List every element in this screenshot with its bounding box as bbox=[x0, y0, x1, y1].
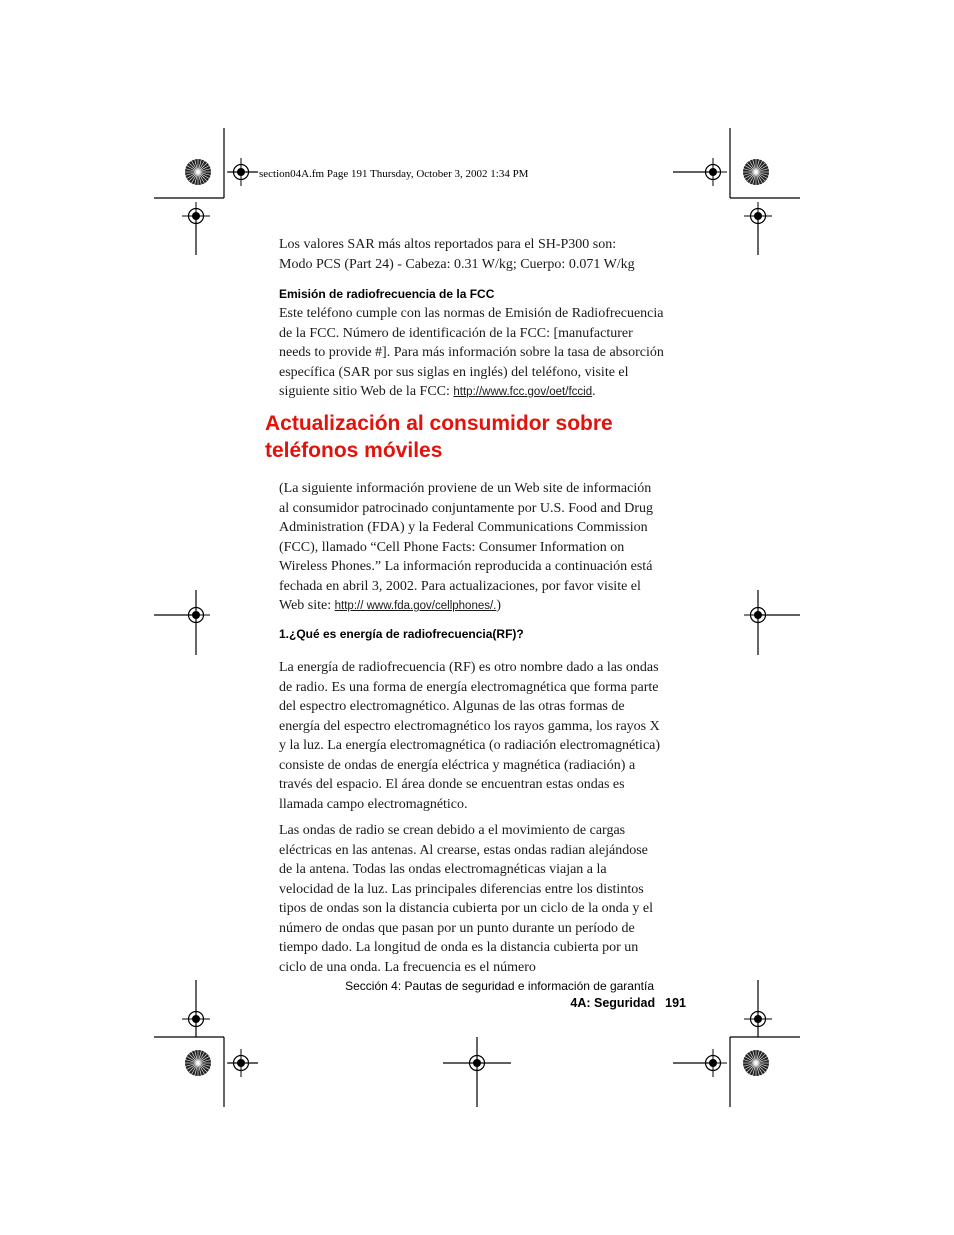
fcc-link[interactable]: http://www.fcc.gov/oet/fccid bbox=[453, 386, 593, 398]
file-slug: section04A.fm Page 191 Thursday, October 3, 2002 1:34 PM bbox=[259, 168, 529, 180]
sar-block bbox=[279, 235, 664, 274]
footer-section-line bbox=[520, 996, 686, 1010]
question-1-paragraph-2: Las ondas de radio se crean debido a el movimiento de cargas eléctricas en las antenas. Al crearse, estas ondas radian alejándose de la antena. Todas las ondas electromagnéticas viajan a la velocidad de la luz. Las principales diferencias entre los distintos tipos de ondas son la distancia cubierta por un ciclo de la onda y el número de ondas que pasan por un punto durante un período de tiempo dado. La longitud de onda es la distancia cubierta por un ciclo de una onda. La frecuencia es el número bbox=[279, 823, 654, 975]
fcc-block bbox=[279, 287, 664, 403]
fcc-after-link: . bbox=[592, 384, 596, 399]
intro-after-link: ) bbox=[496, 598, 502, 613]
intro-block bbox=[279, 479, 664, 617]
fcc-heading: Emisión de radiofrecuencia de la FCC bbox=[279, 287, 495, 301]
intro-text: (La siguiente información proviene de un Web site de información al consumidor patrocinado conjuntamente por U.S. Food and Drug Administration (FDA) y la Federal Communications Commission (FCC), llamado “Cell Phone Facts: Consumer Information on Wireless Phones.” La información reproducida a continuación está fechada en abril 3, 2002. Para actualizaciones, por favor visite el Web site: bbox=[279, 481, 654, 613]
intro-paragraph bbox=[279, 479, 664, 617]
fcc-text: Este teléfono cumple con las normas de Emisión de Radiofrecuencia de la FCC. Número de identificación de la FCC: [manufacturer needs to provide #]. Para más información sobre la tasa de absorción específica (SAR por sus siglas en inglés) del teléfono, visite el siguiente sitio Web de la FCC: bbox=[279, 306, 664, 399]
section-title bbox=[265, 410, 685, 464]
question-1-paragraph-1: La energía de radiofrecuencia (RF) es otro nombre dado a las ondas de radio. Es una forma de energía electromagnética que forma parte del espectro electromagnético. Algunas de las otras formas de energía del espectro electromagnético los rayos gamma, los rayos X y la luz. La energía electromagnética (o radiación electromagnética) consiste de ondas de energía eléctrica y magnética (radiación) a través del espacio. El área donde se encuentran estas ondas es llamada campo electromagnético. bbox=[279, 660, 661, 812]
page-number: 191 bbox=[665, 996, 686, 1010]
section-title-line-1: Actualización al consumidor sobre bbox=[265, 412, 613, 435]
footer-section: 4A: Seguridad bbox=[570, 996, 656, 1010]
fda-link[interactable]: http:// www.fda.gov/cellphones/. bbox=[334, 600, 497, 612]
sar-line-1: Los valores SAR más altos reportados para el SH-P300 son: bbox=[279, 237, 617, 252]
sar-line-2: Modo PCS (Part 24) - Cabeza: 0.31 W/kg; Cuerpo: 0.071 W/kg bbox=[279, 256, 635, 272]
question-1-block bbox=[279, 627, 664, 977]
footer-chapter: Sección 4: Pautas de seguridad e información de garantía bbox=[345, 979, 654, 993]
fcc-paragraph bbox=[279, 304, 664, 403]
section-title-line-2: teléfonos móviles bbox=[265, 439, 443, 462]
question-1-heading: 1.¿Qué es energía de radiofrecuencia(RF)? bbox=[279, 627, 524, 641]
